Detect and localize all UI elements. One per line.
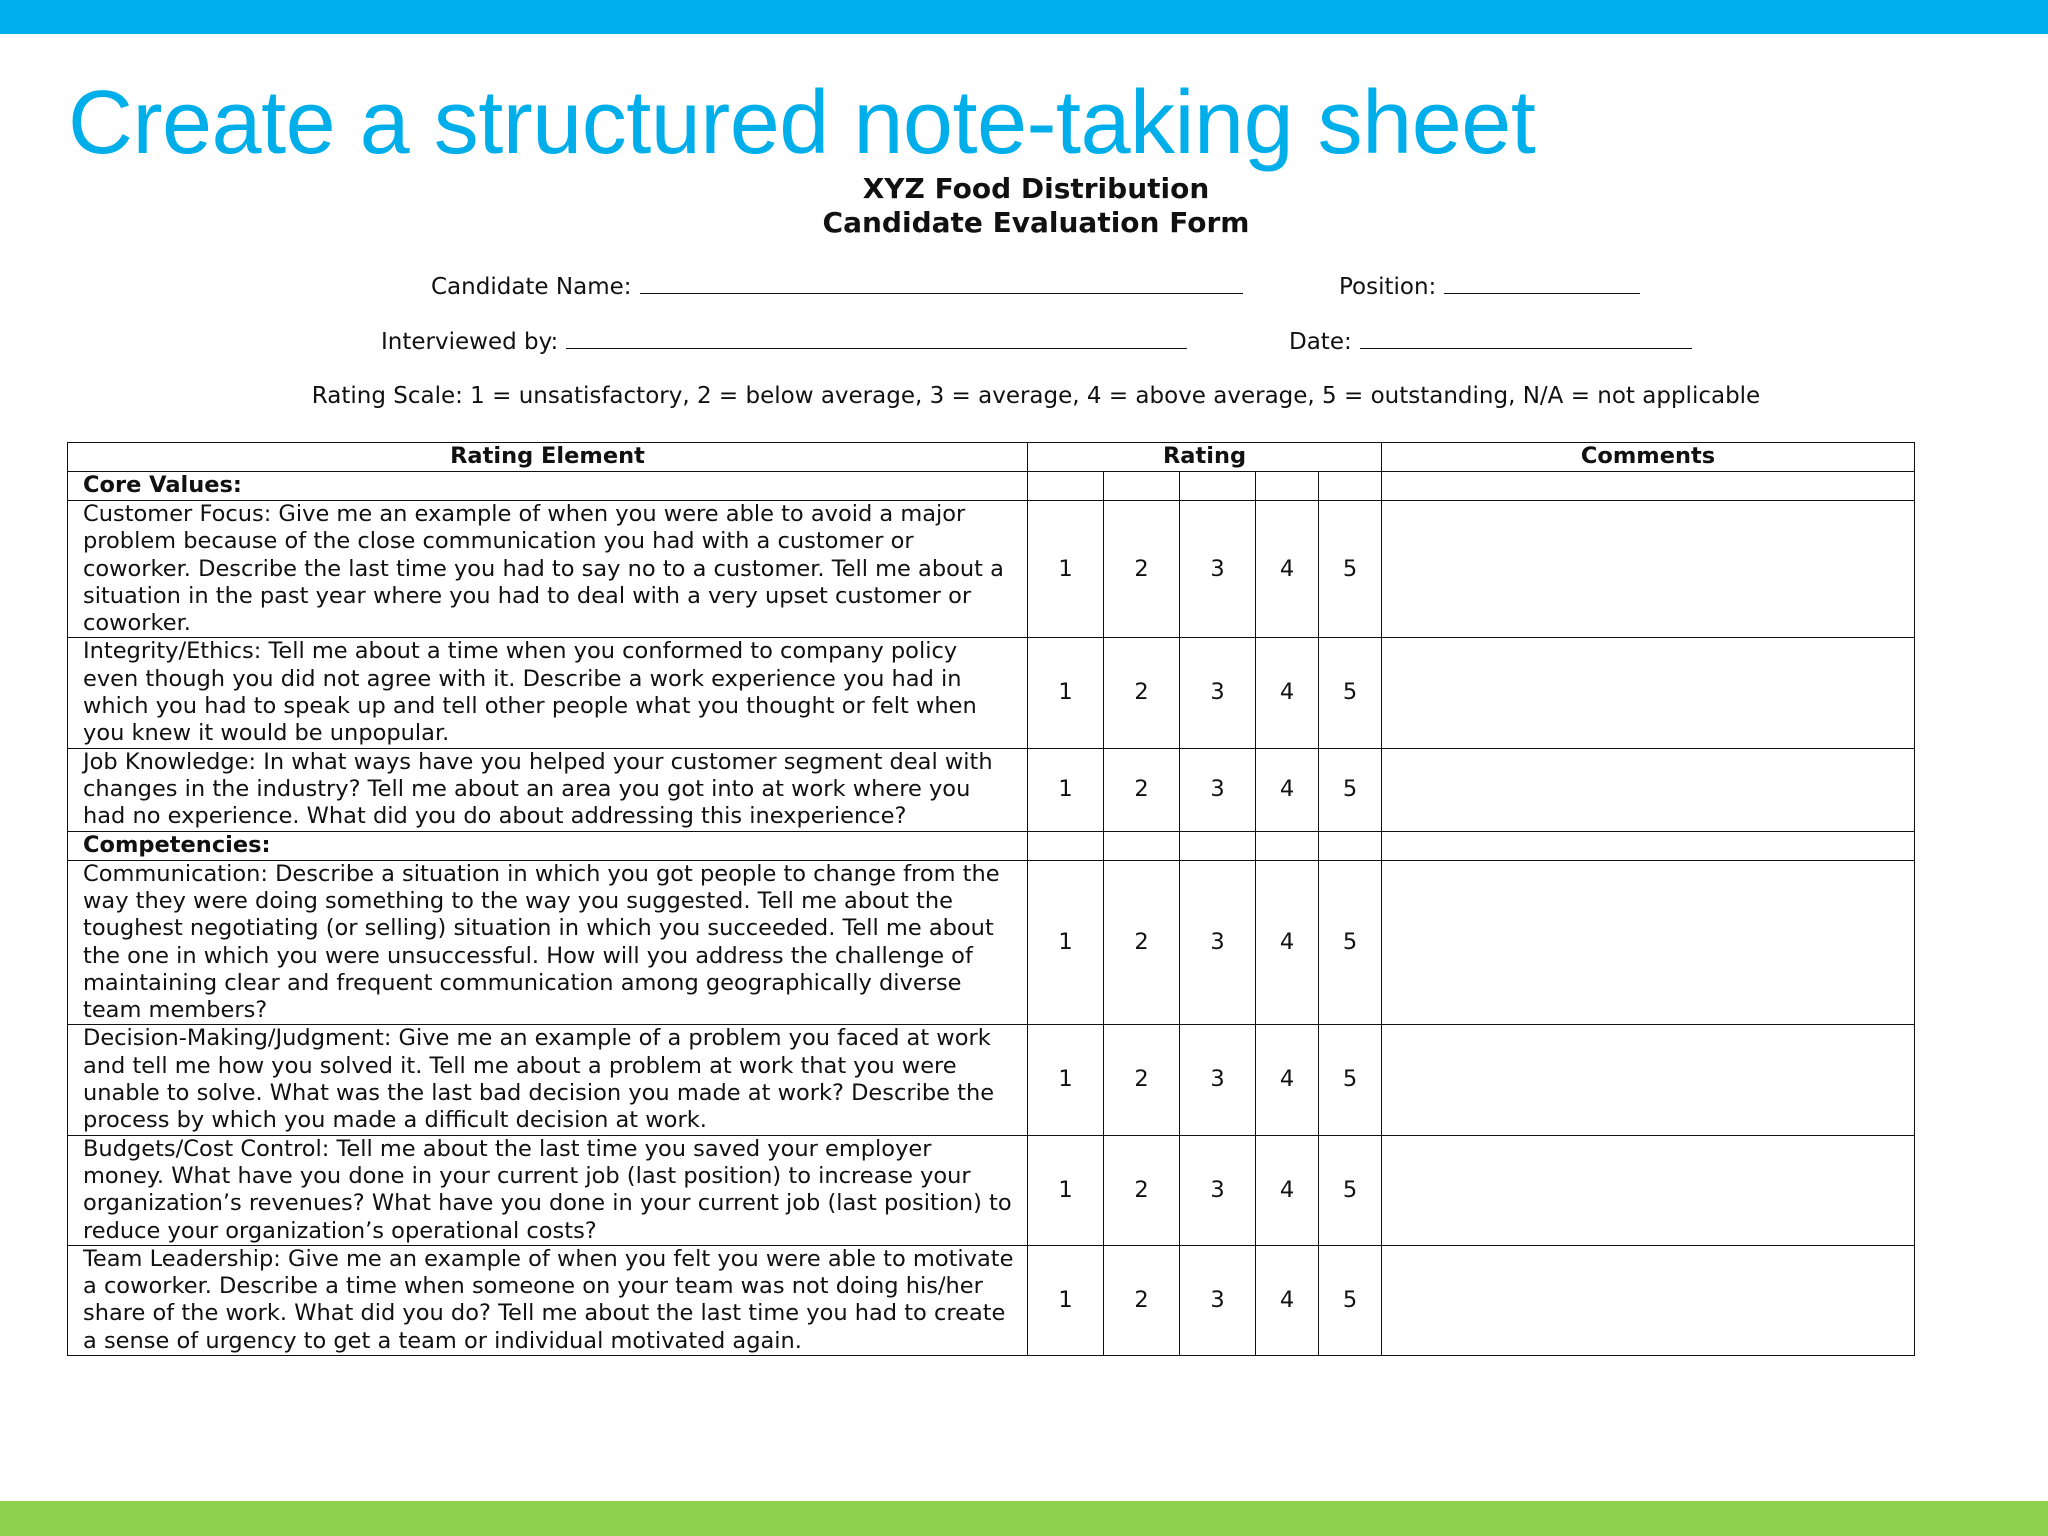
rating-option-5[interactable]: 5 — [1319, 1245, 1382, 1355]
table-header-row — [68, 443, 1915, 472]
section-empty-rating-cell — [1319, 831, 1382, 860]
question-text: Team Leadership: Give me an example of when you felt you were able to motivate a coworker. Describe a time when someone on your team was not doing his/her share of the work. What did you do? Tell me about the last time you had to create a sense of urgency to get a team or individual motivated again. — [68, 1245, 1028, 1355]
comment-cell[interactable] — [1382, 638, 1915, 748]
candidate-name-line[interactable] — [640, 271, 1243, 294]
question-text: Customer Focus: Give me an example of when you were able to avoid a major problem because of the close communication you had with a customer or coworker. Describe the last time you had to say no to a customer. Tell me about a situation in the past year where you had to deal with a very upset customer or coworker. — [68, 501, 1028, 638]
rating-option-2[interactable]: 2 — [1104, 1245, 1180, 1355]
question-text: Communication: Describe a situation in which you got people to change from the way they were doing something to the way you suggested. Tell me about the toughest negotiating (or selling) situation in which you succeeded. Tell me about the one in which you were unsuccessful. How will you address the challenge of maintaining clear and frequent communication among geographically diverse team members? — [68, 860, 1028, 1025]
question-text: Integrity/Ethics: Tell me about a time when you conformed to company policy even though you did not agree with it. Describe a work experience you had in which you had to speak up and tell other people what you thought or felt when you knew it would be unpopular. — [68, 638, 1028, 748]
comment-cell[interactable] — [1382, 1025, 1915, 1135]
interviewed-by-label: Interviewed by: — [381, 329, 559, 355]
table-body — [68, 472, 1915, 1356]
section-empty-rating-cell — [1256, 472, 1319, 501]
rating-option-3[interactable]: 3 — [1180, 1025, 1256, 1135]
date-field[interactable] — [1289, 326, 1692, 357]
rating-option-1[interactable]: 1 — [1028, 1025, 1104, 1135]
rating-option-2[interactable]: 2 — [1104, 501, 1180, 638]
rating-option-5[interactable]: 5 — [1319, 748, 1382, 831]
section-empty-rating-cell — [1104, 831, 1180, 860]
rating-option-5[interactable]: 5 — [1319, 638, 1382, 748]
comment-cell[interactable] — [1382, 1135, 1915, 1245]
table-row — [68, 1025, 1915, 1135]
rating-option-1[interactable]: 1 — [1028, 748, 1104, 831]
section-empty-comment-cell — [1382, 472, 1915, 501]
rating-option-5[interactable]: 5 — [1319, 860, 1382, 1025]
candidate-name-field[interactable] — [431, 271, 1243, 302]
comment-cell[interactable] — [1382, 1245, 1915, 1355]
rating-option-2[interactable]: 2 — [1104, 1135, 1180, 1245]
rating-option-2[interactable]: 2 — [1104, 638, 1180, 748]
comment-cell[interactable] — [1382, 860, 1915, 1025]
position-line[interactable] — [1444, 271, 1640, 294]
rating-scale: Rating Scale: 1 = unsatisfactory, 2 = below average, 3 = average, 4 = above average, 5 = outstanding, N/A = not applicable — [311, 383, 1761, 409]
question-text: Job Knowledge: In what ways have you helped your customer segment deal with changes in the industry? Tell me about an area you got into at work where you had no experience. What did you do about addressing this inexperience? — [68, 748, 1028, 831]
rating-option-4[interactable]: 4 — [1256, 1025, 1319, 1135]
position-field[interactable] — [1339, 271, 1640, 302]
rating-option-4[interactable]: 4 — [1256, 748, 1319, 831]
rating-table — [67, 442, 1915, 1356]
date-label: Date: — [1289, 329, 1352, 355]
section-empty-comment-cell — [1382, 831, 1915, 860]
rating-option-1[interactable]: 1 — [1028, 1135, 1104, 1245]
rating-option-4[interactable]: 4 — [1256, 1135, 1319, 1245]
section-empty-rating-cell — [1028, 831, 1104, 860]
rating-option-5[interactable]: 5 — [1319, 1135, 1382, 1245]
comment-cell[interactable] — [1382, 501, 1915, 638]
table-row — [68, 1135, 1915, 1245]
section-label: Core Values: — [68, 472, 1028, 501]
table-row — [68, 501, 1915, 638]
rating-option-3[interactable]: 3 — [1180, 638, 1256, 748]
rating-option-4[interactable]: 4 — [1256, 501, 1319, 638]
comment-cell[interactable] — [1382, 748, 1915, 831]
interviewed-by-field[interactable] — [381, 326, 1187, 357]
section-empty-rating-cell — [1319, 472, 1382, 501]
bottom-accent-bar — [0, 1501, 2048, 1536]
table-row — [68, 638, 1915, 748]
interviewed-by-line[interactable] — [566, 326, 1187, 349]
question-text: Budgets/Cost Control: Tell me about the last time you saved your employer money. What have you done in your current job (last position) to increase your organization’s revenues? What have you done in your current job (last position) to reduce your organization’s operational costs? — [68, 1135, 1028, 1245]
rating-option-5[interactable]: 5 — [1319, 501, 1382, 638]
rating-option-3[interactable]: 3 — [1180, 748, 1256, 831]
rating-element-header: Rating Element — [68, 443, 1028, 472]
rating-option-3[interactable]: 3 — [1180, 1135, 1256, 1245]
rating-option-4[interactable]: 4 — [1256, 860, 1319, 1025]
section-row — [68, 472, 1915, 501]
rating-option-2[interactable]: 2 — [1104, 1025, 1180, 1135]
table-row — [68, 860, 1915, 1025]
form-title: Candidate Evaluation Form — [822, 206, 1250, 239]
rating-option-1[interactable]: 1 — [1028, 638, 1104, 748]
rating-option-2[interactable]: 2 — [1104, 860, 1180, 1025]
rating-option-3[interactable]: 3 — [1180, 1245, 1256, 1355]
rating-option-1[interactable]: 1 — [1028, 501, 1104, 638]
section-row — [68, 831, 1915, 860]
rating-header: Rating — [1028, 443, 1382, 472]
position-label: Position: — [1339, 274, 1437, 300]
rating-option-2[interactable]: 2 — [1104, 748, 1180, 831]
organization-name: XYZ Food Distribution — [862, 172, 1210, 205]
rating-option-4[interactable]: 4 — [1256, 638, 1319, 748]
section-empty-rating-cell — [1256, 831, 1319, 860]
question-text: Decision-Making/Judgment: Give me an example of a problem you faced at work and tell me how you solved it. Tell me about a problem at work that you were unable to solve. What was the last bad decision you made at work? Describe the process by which you made a difficult decision at work. — [68, 1025, 1028, 1135]
slide-title: Create a structured note-taking sheet — [68, 73, 1536, 173]
table-row — [68, 748, 1915, 831]
section-empty-rating-cell — [1028, 472, 1104, 501]
rating-option-1[interactable]: 1 — [1028, 860, 1104, 1025]
section-empty-rating-cell — [1104, 472, 1180, 501]
rating-option-4[interactable]: 4 — [1256, 1245, 1319, 1355]
section-empty-rating-cell — [1180, 472, 1256, 501]
rating-option-1[interactable]: 1 — [1028, 1245, 1104, 1355]
section-empty-rating-cell — [1180, 831, 1256, 860]
rating-option-5[interactable]: 5 — [1319, 1025, 1382, 1135]
comments-header: Comments — [1382, 443, 1915, 472]
table-row — [68, 1245, 1915, 1355]
candidate-name-label: Candidate Name: — [431, 274, 632, 300]
rating-option-3[interactable]: 3 — [1180, 860, 1256, 1025]
section-label: Competencies: — [68, 831, 1028, 860]
rating-option-3[interactable]: 3 — [1180, 501, 1256, 638]
date-line[interactable] — [1360, 326, 1692, 349]
